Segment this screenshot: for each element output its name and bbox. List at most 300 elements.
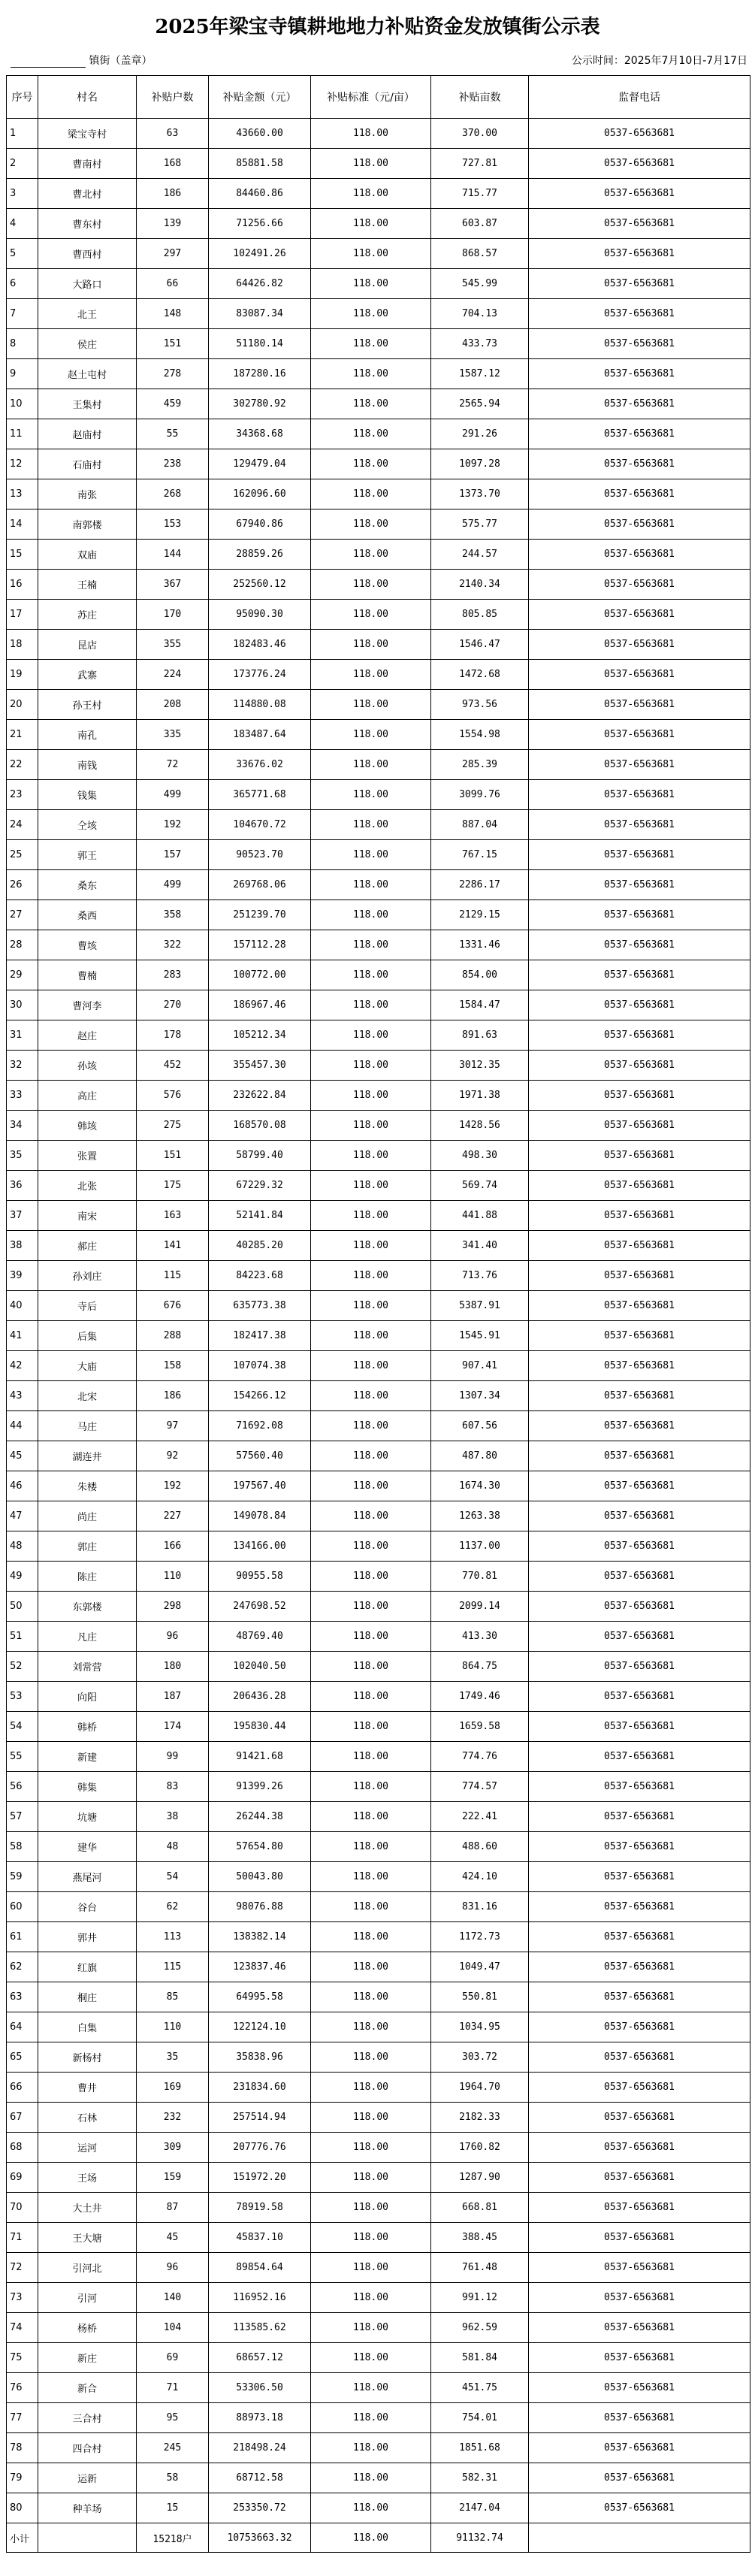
village-name: 南宋	[38, 1201, 137, 1231]
row-index: 25	[7, 840, 38, 870]
row-index: 66	[7, 2073, 38, 2103]
household-count: 148	[137, 299, 209, 329]
subsidy-standard: 118.00	[311, 149, 431, 179]
subsidy-area: 1428.56	[431, 1111, 529, 1141]
supervision-phone: 0537-6563681	[529, 1471, 750, 1501]
table-row	[7, 780, 750, 810]
village-name: 钱集	[38, 780, 137, 810]
subsidy-amount: 43660.00	[209, 119, 311, 149]
household-count: 95	[137, 2403, 209, 2433]
subsidy-standard: 118.00	[311, 1892, 431, 1922]
village-name: 王场	[38, 2163, 137, 2193]
subsidy-amount: 67940.86	[209, 509, 311, 540]
village-name: 曹河李	[38, 990, 137, 1020]
supervision-phone: 0537-6563681	[529, 419, 750, 449]
subsidy-standard: 118.00	[311, 1261, 431, 1291]
household-count: 55	[137, 419, 209, 449]
subsidy-standard: 118.00	[311, 1141, 431, 1171]
household-count: 166	[137, 1531, 209, 1562]
subsidy-table	[6, 75, 750, 2553]
supervision-phone: 0537-6563681	[529, 449, 750, 479]
row-index: 2	[7, 149, 38, 179]
subsidy-area: 1137.00	[431, 1531, 529, 1562]
subsidy-amount: 105212.34	[209, 1020, 311, 1051]
subsidy-standard: 118.00	[311, 209, 431, 239]
village-name: 新杨村	[38, 2042, 137, 2073]
subsidy-standard: 118.00	[311, 239, 431, 269]
village-name: 孙王村	[38, 690, 137, 720]
subsidy-area: 341.40	[431, 1231, 529, 1261]
subsidy-standard: 118.00	[311, 1862, 431, 1892]
row-index: 5	[7, 239, 38, 269]
subsidy-area: 2565.94	[431, 389, 529, 419]
village-name: 建华	[38, 1832, 137, 1862]
subsidy-area: 1554.98	[431, 720, 529, 750]
subsidy-amount: 129479.04	[209, 449, 311, 479]
subsidy-area: 2140.34	[431, 570, 529, 600]
supervision-phone: 0537-6563681	[529, 900, 750, 930]
household-count: 309	[137, 2133, 209, 2163]
subsidy-amount: 51180.14	[209, 329, 311, 359]
subsidy-amount: 57560.40	[209, 1441, 311, 1471]
subsidy-amount: 100772.00	[209, 960, 311, 990]
subsidy-amount: 91421.68	[209, 1742, 311, 1772]
village-name: 种羊场	[38, 2493, 137, 2523]
subsidy-amount: 85881.58	[209, 149, 311, 179]
village-name: 南孔	[38, 720, 137, 750]
subsidy-area: 2182.33	[431, 2103, 529, 2133]
household-count: 232	[137, 2103, 209, 2133]
subsidy-area: 441.88	[431, 1201, 529, 1231]
subsidy-amount: 122124.10	[209, 2012, 311, 2042]
row-index: 1	[7, 119, 38, 149]
table-row	[7, 1952, 750, 1982]
household-count: 322	[137, 930, 209, 960]
subsidy-amount: 67229.32	[209, 1171, 311, 1201]
subsidy-amount: 168570.08	[209, 1111, 311, 1141]
supervision-phone: 0537-6563681	[529, 1231, 750, 1261]
subsidy-amount: 123837.46	[209, 1952, 311, 1982]
household-count: 187	[137, 1682, 209, 1712]
supervision-phone: 0537-6563681	[529, 1712, 750, 1742]
household-count: 139	[137, 209, 209, 239]
household-count: 175	[137, 1171, 209, 1201]
subsidy-amount: 102040.50	[209, 1652, 311, 1682]
row-index: 71	[7, 2223, 38, 2253]
subsidy-amount: 89854.64	[209, 2253, 311, 2283]
subsidy-amount: 197567.40	[209, 1471, 311, 1501]
supervision-phone: 0537-6563681	[529, 1171, 750, 1201]
row-index: 59	[7, 1862, 38, 1892]
supervision-phone: 0537-6563681	[529, 1201, 750, 1231]
household-count: 104	[137, 2313, 209, 2343]
table-row	[7, 1081, 750, 1111]
subsidy-standard: 118.00	[311, 2012, 431, 2042]
subsidy-area: 805.85	[431, 600, 529, 630]
subsidy-standard: 118.00	[311, 630, 431, 660]
subsidy-area: 1584.47	[431, 990, 529, 1020]
household-count: 141	[137, 1231, 209, 1261]
supervision-phone: 0537-6563681	[529, 1321, 750, 1351]
subsidy-area: 1049.47	[431, 1952, 529, 1982]
subsidy-standard: 118.00	[311, 2403, 431, 2433]
table-row	[7, 2223, 750, 2253]
supervision-phone: 0537-6563681	[529, 2283, 750, 2313]
subtotal-households: 15218户	[137, 2523, 209, 2553]
table-row	[7, 960, 750, 990]
row-index: 80	[7, 2493, 38, 2523]
row-index: 22	[7, 750, 38, 780]
subsidy-standard: 118.00	[311, 1952, 431, 1982]
table-row	[7, 810, 750, 840]
row-index: 37	[7, 1201, 38, 1231]
subsidy-standard: 118.00	[311, 1291, 431, 1321]
subsidy-amount: 134166.00	[209, 1531, 311, 1562]
row-index: 73	[7, 2283, 38, 2313]
subsidy-amount: 84223.68	[209, 1261, 311, 1291]
subsidy-standard: 118.00	[311, 419, 431, 449]
subtotal-row	[7, 2523, 750, 2553]
supervision-phone: 0537-6563681	[529, 1682, 750, 1712]
village-name: 新合	[38, 2373, 137, 2403]
subsidy-area: 864.75	[431, 1652, 529, 1682]
subsidy-standard: 118.00	[311, 900, 431, 930]
row-index: 9	[7, 359, 38, 389]
village-name: 东郭楼	[38, 1592, 137, 1622]
supervision-phone: 0537-6563681	[529, 840, 750, 870]
row-index: 3	[7, 179, 38, 209]
village-name: 王大塘	[38, 2223, 137, 2253]
village-name: 赵土屯村	[38, 359, 137, 389]
subsidy-amount: 157112.28	[209, 930, 311, 960]
supervision-phone: 0537-6563681	[529, 2193, 750, 2223]
subsidy-standard: 118.00	[311, 1652, 431, 1682]
village-name: 石庙村	[38, 449, 137, 479]
household-count: 87	[137, 2193, 209, 2223]
village-name: 石林	[38, 2103, 137, 2133]
row-index: 12	[7, 449, 38, 479]
subsidy-amount: 138382.14	[209, 1922, 311, 1952]
row-index: 4	[7, 209, 38, 239]
supervision-phone: 0537-6563681	[529, 2253, 750, 2283]
row-index: 47	[7, 1501, 38, 1531]
subsidy-area: 891.63	[431, 1020, 529, 1051]
row-index: 31	[7, 1020, 38, 1051]
subsidy-area: 603.87	[431, 209, 529, 239]
supervision-phone: 0537-6563681	[529, 540, 750, 570]
village-name: 后集	[38, 1321, 137, 1351]
household-count: 151	[137, 1141, 209, 1171]
subsidy-area: 713.76	[431, 1261, 529, 1291]
subsidy-standard: 118.00	[311, 449, 431, 479]
subsidy-amount: 40285.20	[209, 1231, 311, 1261]
village-name: 高庄	[38, 1081, 137, 1111]
table-row	[7, 1531, 750, 1562]
subsidy-area: 1307.34	[431, 1381, 529, 1411]
supervision-phone: 0537-6563681	[529, 1922, 750, 1952]
supervision-phone: 0537-6563681	[529, 1892, 750, 1922]
household-count: 297	[137, 239, 209, 269]
village-name: 曹垓	[38, 930, 137, 960]
col-header-amount: 补贴金额（元）	[209, 76, 311, 119]
household-count: 268	[137, 479, 209, 509]
supervision-phone: 0537-6563681	[529, 690, 750, 720]
row-index: 53	[7, 1682, 38, 1712]
household-count: 157	[137, 840, 209, 870]
subsidy-standard: 118.00	[311, 2163, 431, 2193]
table-row	[7, 1020, 750, 1051]
supervision-phone: 0537-6563681	[529, 1832, 750, 1862]
subsidy-standard: 118.00	[311, 1441, 431, 1471]
table-row	[7, 2313, 750, 2343]
subsidy-standard: 118.00	[311, 509, 431, 540]
subsidy-area: 575.77	[431, 509, 529, 540]
village-name: 杨桥	[38, 2313, 137, 2343]
subsidy-amount: 107074.38	[209, 1351, 311, 1381]
row-index: 43	[7, 1381, 38, 1411]
household-count: 174	[137, 1712, 209, 1742]
household-count: 168	[137, 149, 209, 179]
subsidy-standard: 118.00	[311, 2373, 431, 2403]
row-index: 61	[7, 1922, 38, 1952]
subsidy-amount: 28859.26	[209, 540, 311, 570]
village-name: 坑塘	[38, 1802, 137, 1832]
subsidy-area: 2129.15	[431, 900, 529, 930]
table-row	[7, 1171, 750, 1201]
subsidy-area: 5387.91	[431, 1291, 529, 1321]
village-name: 桐庄	[38, 1982, 137, 2012]
table-row	[7, 1201, 750, 1231]
supervision-phone: 0537-6563681	[529, 1531, 750, 1562]
header-row	[7, 76, 750, 119]
table-row	[7, 179, 750, 209]
household-count: 97	[137, 1411, 209, 1441]
unit-label: 镇街（盖章）	[89, 55, 153, 67]
table-row	[7, 690, 750, 720]
table-body	[7, 119, 750, 2523]
table-row	[7, 2493, 750, 2523]
table-row	[7, 2193, 750, 2223]
row-index: 36	[7, 1171, 38, 1201]
subsidy-amount: 186967.46	[209, 990, 311, 1020]
subsidy-standard: 118.00	[311, 1231, 431, 1261]
subsidy-amount: 187280.16	[209, 359, 311, 389]
row-index: 68	[7, 2133, 38, 2163]
table-row	[7, 2373, 750, 2403]
row-index: 30	[7, 990, 38, 1020]
row-index: 21	[7, 720, 38, 750]
table-row	[7, 2343, 750, 2373]
row-index: 44	[7, 1411, 38, 1441]
subsidy-area: 774.57	[431, 1772, 529, 1802]
village-name: 桑东	[38, 870, 137, 900]
row-index: 48	[7, 1531, 38, 1562]
row-index: 38	[7, 1231, 38, 1261]
household-count: 186	[137, 179, 209, 209]
subsidy-amount: 83087.34	[209, 299, 311, 329]
village-name: 尚庄	[38, 1501, 137, 1531]
table-row	[7, 389, 750, 419]
table-row	[7, 209, 750, 239]
household-count: 367	[137, 570, 209, 600]
subsidy-area: 1263.38	[431, 1501, 529, 1531]
subsidy-standard: 118.00	[311, 720, 431, 750]
household-count: 245	[137, 2433, 209, 2463]
supervision-phone: 0537-6563681	[529, 2223, 750, 2253]
household-count: 83	[137, 1772, 209, 1802]
row-index: 63	[7, 1982, 38, 2012]
subsidy-area: 1659.58	[431, 1712, 529, 1742]
household-count: 140	[137, 2283, 209, 2313]
household-count: 96	[137, 2253, 209, 2283]
row-index: 20	[7, 690, 38, 720]
household-count: 208	[137, 690, 209, 720]
subsidy-standard: 118.00	[311, 990, 431, 1020]
row-index: 26	[7, 870, 38, 900]
subsidy-amount: 68657.12	[209, 2343, 311, 2373]
subsidy-area: 1851.68	[431, 2433, 529, 2463]
subsidy-amount: 251239.70	[209, 900, 311, 930]
subsidy-standard: 118.00	[311, 2313, 431, 2343]
row-index: 54	[7, 1712, 38, 1742]
subsidy-area: 303.72	[431, 2042, 529, 2073]
subsidy-amount: 231834.60	[209, 2073, 311, 2103]
table-row	[7, 1622, 750, 1652]
household-count: 452	[137, 1051, 209, 1081]
subsidy-standard: 118.00	[311, 1772, 431, 1802]
row-index: 45	[7, 1441, 38, 1471]
supervision-phone: 0537-6563681	[529, 299, 750, 329]
household-count: 69	[137, 2343, 209, 2373]
table-row	[7, 1682, 750, 1712]
subsidy-standard: 118.00	[311, 1712, 431, 1742]
subsidy-amount: 183487.64	[209, 720, 311, 750]
subsidy-standard: 118.00	[311, 1201, 431, 1231]
household-count: 358	[137, 900, 209, 930]
household-count: 48	[137, 1832, 209, 1862]
table-row	[7, 2042, 750, 2073]
household-count: 180	[137, 1652, 209, 1682]
village-name: 双庙	[38, 540, 137, 570]
col-header-village: 村名	[38, 76, 137, 119]
village-name: 南钱	[38, 750, 137, 780]
subsidy-area: 3012.35	[431, 1051, 529, 1081]
subsidy-amount: 98076.88	[209, 1892, 311, 1922]
village-name: 王楠	[38, 570, 137, 600]
household-count: 238	[137, 449, 209, 479]
supervision-phone: 0537-6563681	[529, 479, 750, 509]
subsidy-standard: 118.00	[311, 1622, 431, 1652]
village-name: 刘常营	[38, 1652, 137, 1682]
subsidy-standard: 118.00	[311, 479, 431, 509]
subsidy-amount: 26244.38	[209, 1802, 311, 1832]
household-count: 62	[137, 1892, 209, 1922]
row-index: 72	[7, 2253, 38, 2283]
table-row	[7, 1141, 750, 1171]
village-name: 北张	[38, 1171, 137, 1201]
village-name: 大路口	[38, 269, 137, 299]
table-row	[7, 329, 750, 359]
subsidy-amount: 53306.50	[209, 2373, 311, 2403]
subsidy-area: 1760.82	[431, 2133, 529, 2163]
household-count: 335	[137, 720, 209, 750]
supervision-phone: 0537-6563681	[529, 1952, 750, 1982]
subsidy-amount: 88973.18	[209, 2403, 311, 2433]
subsidy-standard: 118.00	[311, 2103, 431, 2133]
household-count: 54	[137, 1862, 209, 1892]
table-row	[7, 1982, 750, 2012]
subsidy-area: 498.30	[431, 1141, 529, 1171]
subsidy-amount: 635773.38	[209, 1291, 311, 1321]
subsidy-standard: 118.00	[311, 2223, 431, 2253]
row-index: 57	[7, 1802, 38, 1832]
village-name: 大庙	[38, 1351, 137, 1381]
table-row	[7, 1321, 750, 1351]
village-name: 郝庄	[38, 1231, 137, 1261]
subsidy-area: 581.84	[431, 2343, 529, 2373]
subsidy-standard: 118.00	[311, 1081, 431, 1111]
row-index: 69	[7, 2163, 38, 2193]
village-name: 运新	[38, 2463, 137, 2493]
subsidy-standard: 118.00	[311, 960, 431, 990]
subsidy-standard: 118.00	[311, 750, 431, 780]
subsidy-area: 244.57	[431, 540, 529, 570]
subsidy-standard: 118.00	[311, 269, 431, 299]
subsidy-area: 545.99	[431, 269, 529, 299]
household-count: 676	[137, 1291, 209, 1321]
village-name: 湖连井	[38, 1441, 137, 1471]
subsidy-area: 770.81	[431, 1562, 529, 1592]
subsidy-standard: 118.00	[311, 840, 431, 870]
subsidy-standard: 118.00	[311, 1381, 431, 1411]
village-name: 曹北村	[38, 179, 137, 209]
subsidy-standard: 118.00	[311, 810, 431, 840]
supervision-phone: 0537-6563681	[529, 2343, 750, 2373]
household-count: 58	[137, 2463, 209, 2493]
subsidy-standard: 118.00	[311, 2133, 431, 2163]
table-row	[7, 1261, 750, 1291]
row-index: 15	[7, 540, 38, 570]
table-row	[7, 1652, 750, 1682]
household-count: 169	[137, 2073, 209, 2103]
household-count: 163	[137, 1201, 209, 1231]
subsidy-area: 854.00	[431, 960, 529, 990]
table-row	[7, 359, 750, 389]
subtotal-label: 小计	[7, 2523, 38, 2553]
household-count: 110	[137, 2012, 209, 2042]
village-name: 武寨	[38, 660, 137, 690]
col-header-index: 序号	[7, 76, 38, 119]
row-index: 50	[7, 1592, 38, 1622]
subsidy-amount: 102491.26	[209, 239, 311, 269]
subsidy-area: 1097.28	[431, 449, 529, 479]
subsidy-amount: 302780.92	[209, 389, 311, 419]
table-row	[7, 269, 750, 299]
subsidy-area: 831.16	[431, 1892, 529, 1922]
table-row	[7, 479, 750, 509]
table-row	[7, 2433, 750, 2463]
table-row	[7, 2012, 750, 2042]
subtotal-standard: 118.00	[311, 2523, 431, 2553]
subsidy-amount: 113585.62	[209, 2313, 311, 2343]
supervision-phone: 0537-6563681	[529, 960, 750, 990]
supervision-phone: 0537-6563681	[529, 1772, 750, 1802]
village-name: 北王	[38, 299, 137, 329]
supervision-phone: 0537-6563681	[529, 389, 750, 419]
village-name: 侯庄	[38, 329, 137, 359]
table-row	[7, 1892, 750, 1922]
table-row	[7, 449, 750, 479]
